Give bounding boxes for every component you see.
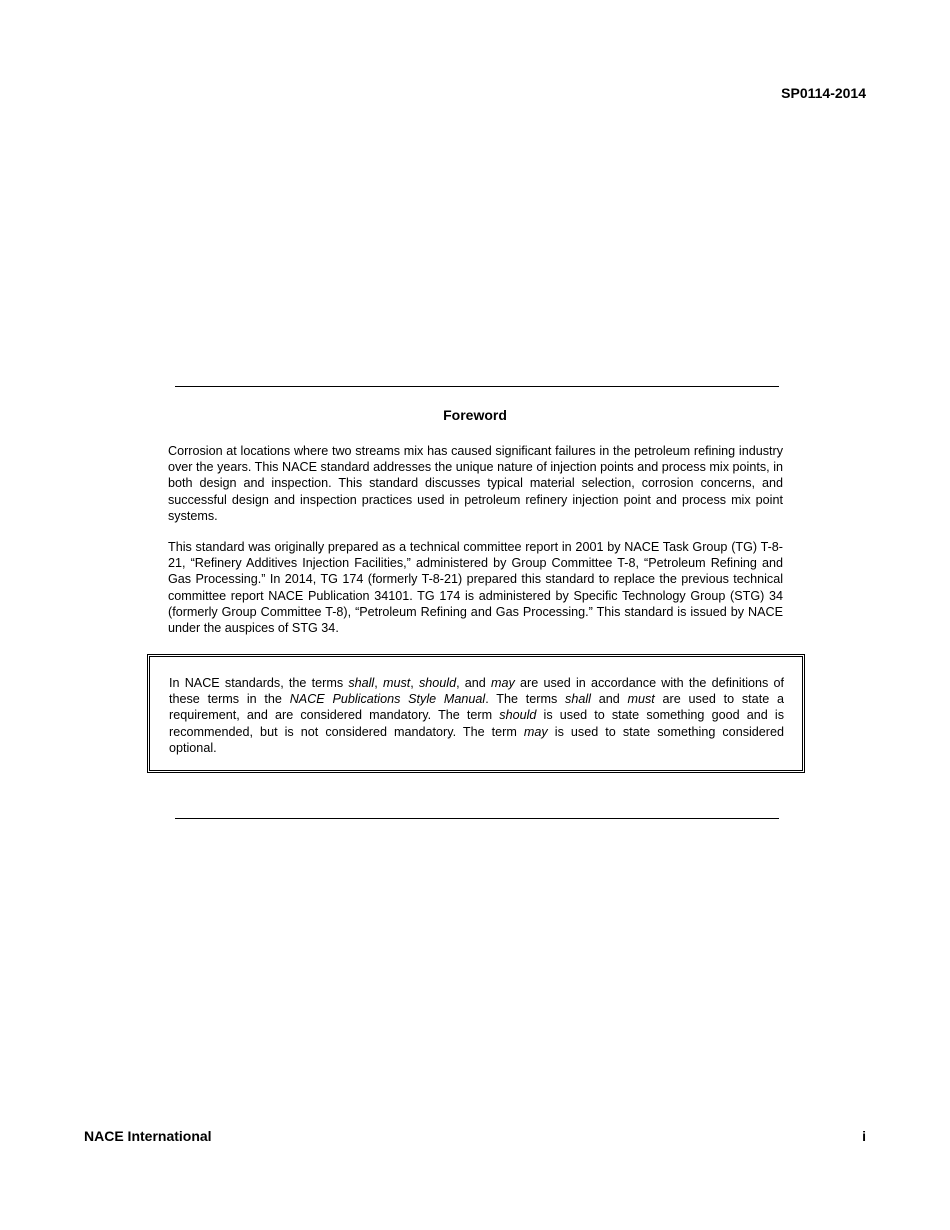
bottom-divider: [175, 818, 779, 819]
style-manual-title: NACE Publications Style Manual: [289, 692, 486, 707]
top-divider: [175, 386, 779, 387]
term-shall: shall: [565, 692, 591, 707]
term-must: must: [382, 676, 411, 690]
foreword-paragraph-2: This standard was originally prepared as a technical committee report in 2001 by NACE Task Group (TG) T-8-21, “Refinery Additives Injection Facilities,” administered by Group Committee T-8, “Petroleum Refining and Gas Processing.” In 2014, TG 174 (formerly T-8-21) prepared this standard to replace the previous technical committee report NACE Publication 34101. TG 174 is administered by Specific Technology Group (STG) 34 (formerly Group Committee T-8), “Petroleum Refining and Gas Processing.” This standard is issued by NACE under the auspices of STG 34.: [168, 540, 783, 636]
notice-text-segment: . The terms: [485, 692, 566, 707]
foreword-heading: Foreword: [443, 407, 507, 423]
terminology-notice-box: [147, 654, 805, 773]
notice-text-segment: and: [590, 692, 628, 707]
notice-text-segment: ,: [374, 676, 383, 690]
term-may: may: [523, 724, 548, 739]
notice-text-segment: are used to state a requirement, and are considered mandatory. The term: [169, 692, 784, 723]
term-must: must: [627, 692, 655, 707]
foreword-paragraph-1: Corrosion at locations where two streams mix has caused significant failures in the petroleum refining industry over the years. This NACE standard addresses the unique nature of injection points and process mix points, in both design and inspection. This standard discusses typical material selection, corrosion concerns, and successful design and inspection practices used in petroleum refinery injection point and process mix point systems.: [168, 444, 783, 523]
notice-text-segment: In NACE standards, the terms: [169, 676, 349, 690]
notice-text-segment: , and: [456, 676, 492, 690]
notice-text-segment: are used in accordance with the definitions of these terms in the: [169, 676, 785, 707]
terminology-notice-text: [169, 675, 784, 756]
term-may: may: [491, 676, 515, 690]
term-shall: shall: [348, 676, 375, 690]
term-should: should: [499, 708, 537, 723]
footer-organization: NACE International: [84, 1128, 212, 1144]
footer-page-number: i: [862, 1128, 866, 1144]
notice-text-segment: is used to state something good and is recommended, but is not considered mandatory. The term: [169, 708, 784, 739]
document-code: SP0114-2014: [781, 85, 866, 101]
notice-text-segment: is used to state something considered optional.: [169, 724, 784, 755]
notice-text-segment: ,: [410, 676, 419, 690]
term-should: should: [418, 676, 457, 690]
